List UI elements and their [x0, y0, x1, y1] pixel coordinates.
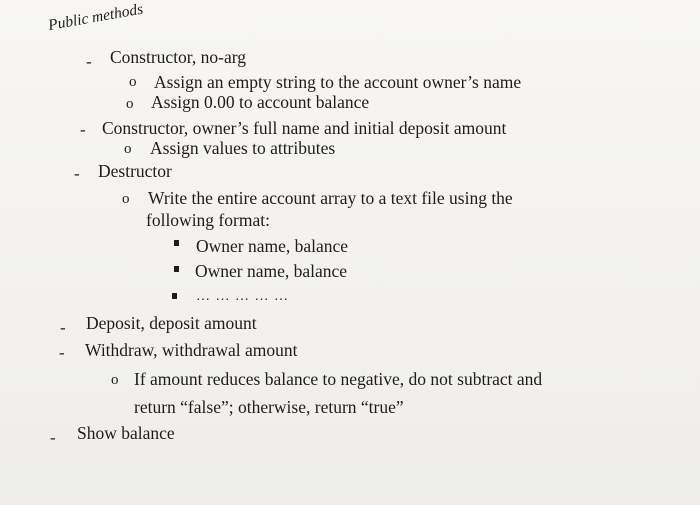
rule-negative-balance-line1: If amount reduces balance to negative, do not subtract and	[134, 369, 543, 389]
dash-bullet: -	[59, 343, 65, 362]
step-assign-empty-name: Assign an empty string to the account owner’s name	[154, 72, 522, 92]
step-write-array-line2: following format:	[146, 210, 270, 230]
square-bullet	[174, 266, 179, 272]
step-write-array-line1: Write the entire account array to a text file using the	[148, 188, 513, 208]
dash-bullet: -	[74, 164, 80, 183]
method-constructor-no-arg: Constructor, no-arg	[110, 47, 247, 67]
dash-bullet: -	[50, 428, 56, 447]
rule-negative-balance-line2: return “false”; otherwise, return “true”	[134, 397, 404, 417]
step-assign-attributes: Assign values to attributes	[150, 138, 336, 158]
circle-bullet: o	[126, 96, 134, 112]
method-withdraw: Withdraw, withdrawal amount	[85, 340, 298, 360]
square-bullet	[174, 240, 179, 246]
circle-bullet: o	[129, 74, 137, 90]
square-bullet	[172, 293, 177, 299]
method-show-balance: Show balance	[77, 423, 175, 443]
method-destructor: Destructor	[98, 161, 172, 181]
dash-bullet: -	[80, 120, 86, 139]
dash-bullet: -	[60, 318, 66, 337]
step-assign-zero-balance: Assign 0.00 to account balance	[151, 92, 370, 112]
page-heading: Public methods	[46, 0, 145, 35]
format-line: Owner name, balance	[196, 236, 349, 256]
method-constructor-full: Constructor, owner’s full name and initial deposit amount	[102, 118, 507, 138]
format-continuation: … … … … …	[196, 289, 289, 304]
circle-bullet: o	[124, 141, 132, 157]
method-deposit: Deposit, deposit amount	[86, 313, 257, 333]
circle-bullet: o	[122, 191, 130, 207]
dash-bullet: -	[86, 52, 92, 71]
format-line: Owner name, balance	[195, 261, 348, 281]
circle-bullet: o	[111, 372, 119, 388]
